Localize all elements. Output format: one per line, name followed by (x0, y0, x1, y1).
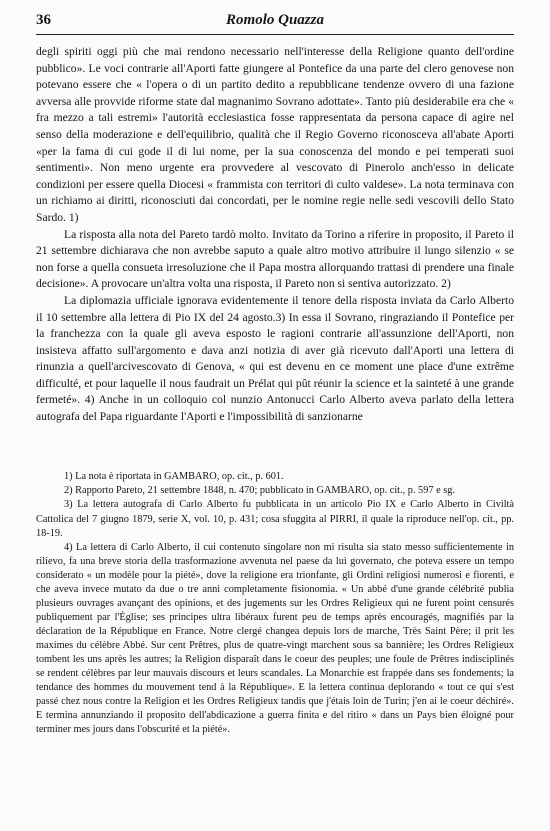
footnote-1: 1) La nota è riportata in GAMBARO, op. cit., p. 601. (64, 471, 284, 482)
main-text (36, 44, 514, 426)
paragraph-3: La diplomazia ufficiale ignorava evidentemente il tenore della risposta inviata da Carlo Alberto il 10 settembre alla lettera di Pio IX del 24 agosto.3) In essa il Sovrano, ringraziando il Pontefice per la franchezza con la quale gli aveva esposto le ragioni contrarie all'assunzione dell'Aporti, non insisteva affatto sull'argomento e dava anzi notizia di aver già ricevuto dall'Aporti una lettera di rinunzia a quell'arcivescovato di Genova, « qui est devenu en ce moment une place d'une extrême difficulté, et pour laquelle il nous faudrait un Prélat qui pût réunir la science et la sainteté à une grande fermeté». 4) Anche in un colloquio col nunzio Antonucci Carlo Alberto aveva parlato della lettera autografa del Papa riguardante l'Aporti e l'impossibilità di sanzionarne (36, 293, 514, 424)
footnote-3: 3) La lettera autografa di Carlo Alberto fu pubblicata in un articolo Pio IX e Carlo Alberto in Civiltà Cattolica del 7 giugno 1879, serie X, vol. 10, p. 431; cosa sfuggita al PIRRI, il quale la riproduce nell'op. cit., pp. 18-19. (36, 499, 514, 539)
page-number: 36 (36, 12, 51, 28)
running-title: Romolo Quazza (226, 12, 324, 28)
header-rule (36, 34, 514, 35)
footnote-2: 2) Rapporto Pareto, 21 settembre 1848, n. 470; pubblicato in GAMBARO, op. cit., p. 597 e sg. (64, 485, 455, 497)
paragraph-2: La risposta alla nota del Pareto tardò molto. Invitato da Torino a riferire in proposito, il Pareto il 21 settembre dichiarava che non avrebbe saputo a quale altro motivo attribuire il lungo silenzio « se non forse a quella consueta irresoluzione che il Papa mostra allorquando trattasi di prendere una finale decisione». A provocare un'altra volta una risposta, il Pareto non si sentiva autorizzato. 2) (36, 227, 514, 291)
running-header (36, 10, 514, 34)
footnote-4: 4) La lettera di Carlo Alberto, il cui contenuto singolare non mi risulta sia stato messo sufficientemente in rilievo, fa una breve storia della trasformazione avvenuta nel paese da lui governato, che poteva essere un tempo considerato « un modèle pour la piété», dove la religione era trionfante, gli Ordini religiosi numerosi e fiorenti, e che aveva invece mutato da due o tre anni completamente fisionomia. « Un abbé d'une grande célébrité publia plusieurs ouvrages avançant des opinions, et des jugements sur les Ordres Religieux qui ne furent point censurés publiquement par l'Église; ses principes ultra libéraux furent peu de temps après encouragés, magnifiés par la déclaration de la République en France. Notre clergé changea depuis lors de marche, Très Saint Père; il prit les maximes du célèbre Abbé. Sur cent Prêtres, plus de quatre-vingt marchent sous sa bannière; les Ordres Religieux tombent les uns après les autres; la Religion disparaît dans le coeur des peuples; une foule de Prêtres indisciplinés se rendent célèbres par leur mauvais discours et leurs scandales. La Monarchie est frappée dans ses fondements; la tendance des hommes du mouvement tend à la République». E la lettera continua deplorando « tout ce qui s'est passé chez nous contre la Religion et les Ordres Religieux tandis que j'étais loin de Turin; j'en ai le coeur déchiré». E termina annunziando il proposito dell'abdicazione a guerra finita e del ritiro « dans un Pays bien éloigné pour terminer mes jours dans l'obscurité et la piété». (36, 542, 514, 736)
footnotes (36, 470, 514, 737)
paragraph-1: degli spiriti oggi più che mai rendono necessario nell'interesse della Religione quanto dell'ordine pubblico». Le voci contrarie all'Aporti fatte giungere al Pontefice da una parte del clero genovese non potevano essere che « l'opera o di un partito dedito a repubblicane tendenze ovvero di una fazione avversa alle provvide riforme state dal magnanimo Sovrano adottate». Tanto più desiderabile era che « fra mezzo a tali estremi» l'autorità ecclesiastica fosse rappresentata da persona capace di agire nel senso della moderazione e dell'equilibrio, qualità che il Regio Governo riconosceva all'abate Aporti «per la fama di cui gode il di lui nome, per la sua conoscenza del mondo e pei temperati suoi sentimenti». Non meno urgente era provvedere al vescovato di Pinerolo anch'esso in delicate condizioni per essere quella Diocesi « frammista con territori di culto valdese». La nota terminava con un richiamo ai diritti, riconosciuti dai concordati, per le nomine regie nelle sedi vescovili dello Stato Sardo. 1) (36, 45, 514, 224)
